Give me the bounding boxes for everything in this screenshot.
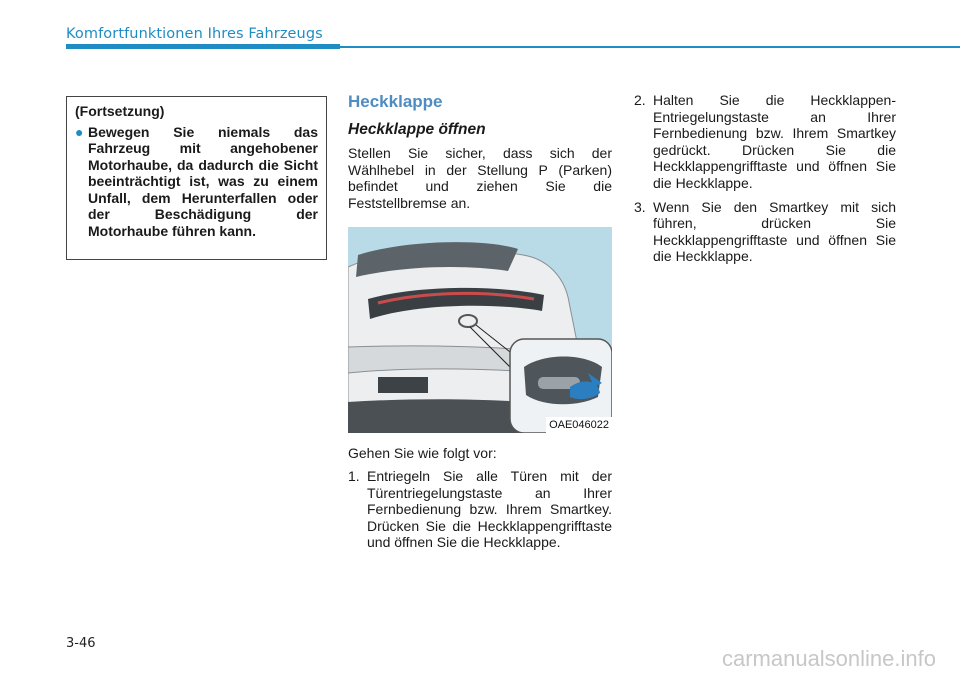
- watermark: carmanualsonline.info: [721, 646, 936, 671]
- figure-caption: OAE046022: [546, 417, 612, 433]
- step-number: 1.: [348, 467, 360, 484]
- step-item: [634, 199, 896, 265]
- step-item: [348, 468, 612, 551]
- step-number: 3.: [634, 198, 646, 215]
- step-item: [634, 92, 896, 192]
- step-number: 2.: [634, 92, 646, 108]
- step-text: Halten Sie die Heckklappen-Entriegelungstaste an Ihrer Fernbedienung bzw. Ihrem Smartkey gedrückt. Drücken Sie die Heckklappengrifftaste und öffnen Sie die Heckklappe.: [653, 92, 896, 191]
- page-number: 3-46: [66, 636, 96, 651]
- step-text: Entriegeln Sie alle Türen mit der Türentriegelungstaste an Ihrer Fernbedienung bzw. Ihrem Smartkey. Drücken Sie die Heckklappengrifftaste und öffnen Sie die Heckklappe.: [367, 467, 612, 551]
- bullet-icon: ●: [75, 123, 84, 140]
- column-right: [634, 92, 896, 272]
- column-middle: [348, 92, 612, 558]
- warning-box: [66, 96, 327, 260]
- tailgate-illustration: [348, 227, 612, 433]
- warning-bullet-text: Bewegen Sie niemals das Fahrzeug mit angehobener Motorhaube, da dadurch die Sicht beeinträchtigt ist, was zu einem Unfall, dem Herunterfallen oder der Beschädigung der Motorhaube führen kann.: [88, 123, 318, 239]
- step-text: Wenn Sie den Smartkey mit sich führen, drücken Sie Heckklappengrifftaste und öffnen Sie die Heckklappe.: [653, 198, 896, 265]
- warning-continuation: (Fortsetzung): [75, 103, 165, 119]
- header-rule: [66, 46, 960, 48]
- header-title: Komfortfunktionen Ihres Fahrzeugs: [66, 26, 323, 42]
- section-title: Heckklappe: [348, 92, 443, 111]
- steps-intro: Gehen Sie wie folgt vor:: [348, 445, 497, 462]
- intro-paragraph: Stellen Sie sicher, dass sich der Wählhebel in der Stellung P (Parken) befindet und ziehen Sie die Feststellbremse an.: [348, 145, 612, 211]
- tailgate-figure: [348, 227, 612, 433]
- warning-bullet-item: [75, 124, 318, 240]
- section-subtitle: Heckklappe öffnen: [348, 121, 486, 138]
